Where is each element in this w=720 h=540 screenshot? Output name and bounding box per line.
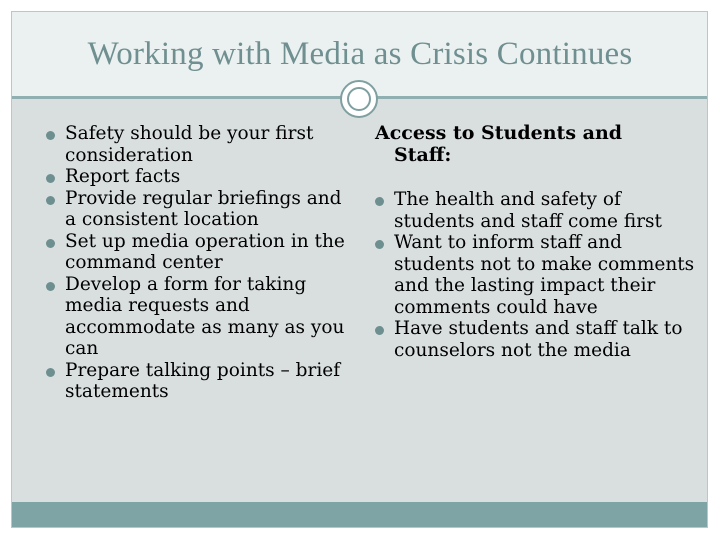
left-bullet-list (46, 123, 346, 403)
heading-line-2: Staff: (394, 143, 452, 166)
list-item: Set up media operation in the command center (46, 231, 346, 274)
right-column-heading (375, 123, 700, 166)
bullet-icon (46, 131, 55, 140)
right-bullet-list (375, 189, 700, 361)
heading-line-1: Access to Students and (375, 122, 623, 144)
list-item: Want to inform staff and students not to make comments and the lasting impact their comments could have (375, 232, 700, 318)
list-item: Provide regular briefings and a consistent location (46, 188, 346, 231)
list-item: Prepare talking points – brief statements (46, 360, 346, 403)
bullet-icon (46, 174, 55, 183)
footer-bar (12, 502, 707, 527)
right-column (375, 123, 700, 361)
slide-title: Working with Media as Crisis Continues (87, 36, 633, 72)
bullet-icon (375, 326, 384, 335)
list-item: Report facts (46, 166, 346, 188)
bullet-icon (46, 239, 55, 248)
list-item: Develop a form for taking media requests and accommodate as many as you can (46, 274, 346, 360)
list-item: Safety should be your first consideration (46, 123, 346, 166)
list-item: Have students and staff talk to counselors not the media (375, 318, 700, 361)
left-column (46, 123, 346, 403)
ring-ornament-icon (340, 80, 378, 118)
bullet-icon (375, 197, 384, 206)
bullet-icon (46, 196, 55, 205)
bullet-icon (375, 240, 384, 249)
list-item: The health and safety of students and staff come first (375, 189, 700, 232)
bullet-icon (46, 368, 55, 377)
bullet-icon (46, 282, 55, 291)
